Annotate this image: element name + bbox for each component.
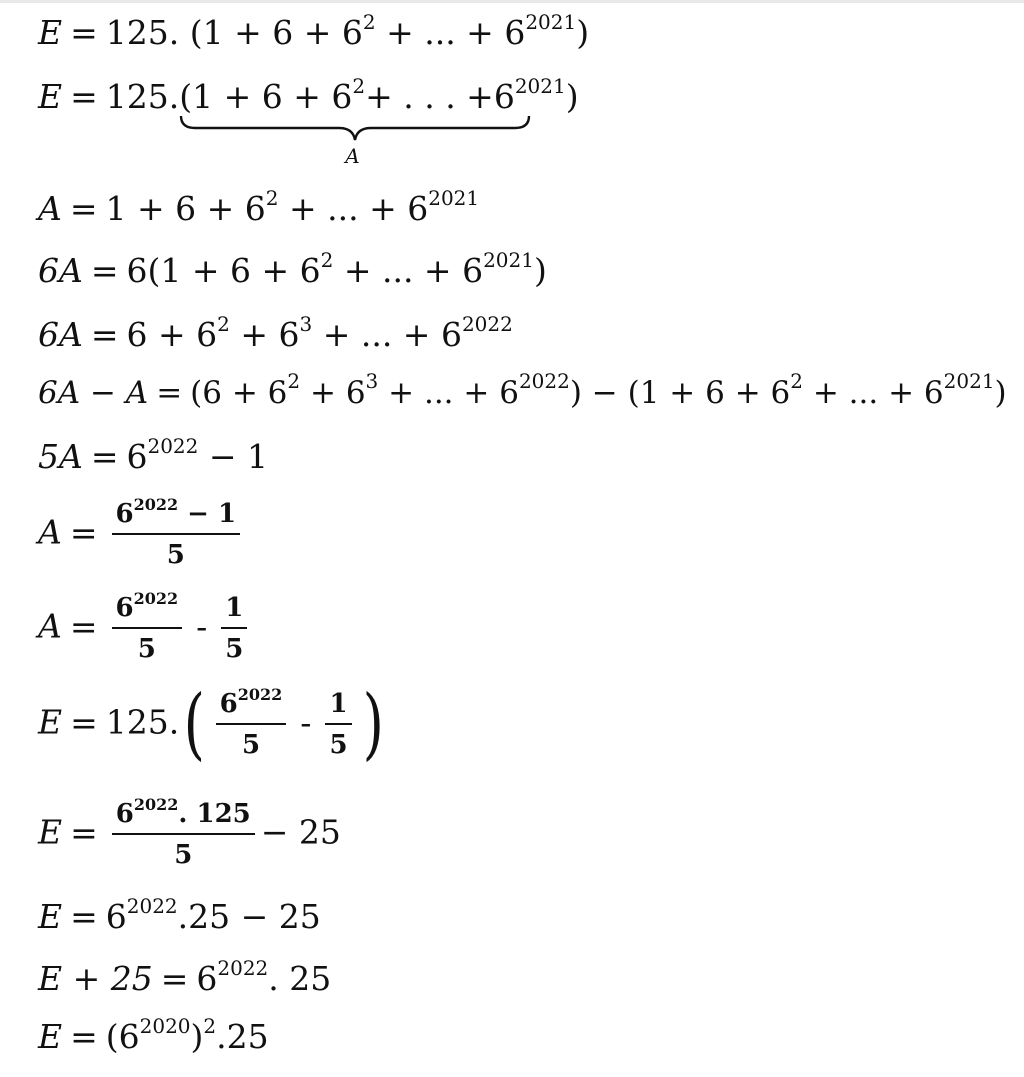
equals-sign: = [90, 437, 119, 476]
equals-sign: = [69, 512, 98, 552]
numerator-base: 6 [219, 689, 238, 719]
equals-sign: = [156, 375, 183, 411]
equals-sign: = [90, 315, 119, 354]
term: + . . . +6 [365, 77, 515, 116]
exponent: 3 [365, 369, 379, 393]
exponent: 2022 [237, 685, 283, 704]
lhs: 6A − A [38, 375, 149, 411]
lhs: A [38, 606, 62, 646]
exponent: 2 [362, 10, 376, 34]
fraction [112, 495, 241, 570]
exponent: 2 [217, 312, 230, 336]
equation-line-10 [38, 679, 388, 770]
numerator-base: 6 [115, 799, 134, 829]
term: 6(1 + 6 + 6 [126, 251, 321, 290]
equation-line-8 [38, 495, 246, 570]
term: + ... + 6 [375, 13, 526, 52]
term: ) [994, 375, 1007, 411]
term: + ... + 6 [333, 251, 484, 290]
equals-sign: = [70, 702, 98, 742]
equation-line-11 [38, 795, 341, 870]
numerator: 1 [221, 594, 247, 629]
exponent: 2022 [217, 956, 269, 980]
equals-sign: = [70, 897, 98, 936]
numerator-rest: − 1 [178, 499, 237, 529]
lhs-text: 6A [38, 251, 83, 290]
denominator: 5 [225, 633, 244, 664]
equals-sign: = [70, 1017, 98, 1056]
equation-line-12 [38, 894, 321, 936]
equation-line-13 [38, 956, 332, 998]
left-paren: ( [183, 679, 206, 770]
underbrace-icon [179, 114, 531, 144]
term: + 6 [300, 375, 366, 411]
exponent: 2 [203, 1014, 217, 1038]
equals-sign: = [70, 13, 98, 52]
term: ) [533, 251, 547, 290]
term: ) − (1 + 6 + 6 [569, 375, 791, 411]
fraction [221, 594, 247, 663]
equation-line-6 [38, 369, 1007, 411]
term: (6 + 6 [190, 375, 288, 411]
fraction [112, 589, 183, 664]
exponent: 2022 [133, 795, 179, 814]
underbrace-label: A [345, 144, 360, 168]
exponent: 2022 [133, 495, 179, 514]
denominator: 5 [174, 839, 193, 870]
lhs: 6A [38, 315, 83, 354]
term: 125. [105, 77, 180, 116]
top-divider [0, 0, 1024, 3]
term: − 25 [260, 812, 341, 852]
minus-sign: - [196, 606, 208, 646]
equals-sign: = [69, 189, 98, 228]
term: + ... + 6 [278, 189, 429, 228]
lhs: A [38, 512, 62, 552]
exponent: 2021 [428, 186, 480, 210]
term: .25 [216, 1017, 269, 1056]
numerator [112, 495, 241, 535]
lhs: E [38, 702, 63, 742]
exponent: 2021 [514, 74, 566, 98]
term: (6 [105, 1017, 140, 1056]
term: 1 + 6 + 6 [105, 189, 266, 228]
term: + ... + 6 [378, 375, 519, 411]
equation-line-3 [38, 186, 480, 228]
numerator [112, 589, 183, 629]
lhs [38, 251, 83, 290]
term: − 1 [198, 437, 269, 476]
exponent: 2022 [126, 894, 178, 918]
equation-line-9 [38, 589, 253, 664]
numerator [112, 795, 255, 835]
term: 125. [105, 702, 180, 742]
exponent: 2 [265, 186, 279, 210]
equals-sign: = [90, 251, 119, 290]
term: 6 [126, 437, 148, 476]
equation-line-14 [38, 1014, 269, 1056]
exponent: 2022 [518, 369, 570, 393]
term: ) [576, 13, 590, 52]
minus-sign: - [300, 702, 312, 742]
lhs: A [38, 189, 62, 228]
exponent: 2022 [461, 312, 513, 336]
denominator: 5 [241, 729, 261, 760]
term: .25 − 25 [177, 897, 321, 936]
equals-sign: = [70, 812, 98, 852]
exponent: 3 [299, 312, 313, 336]
exponent: 2 [352, 74, 366, 98]
exponent: 2021 [525, 10, 577, 34]
underbrace-group [179, 74, 579, 168]
term: . 25 [268, 959, 332, 998]
lhs: 5A [38, 437, 83, 476]
term: 125. [105, 13, 180, 52]
fraction [112, 795, 255, 870]
exponent: 2021 [483, 248, 534, 272]
exponent: 2022 [147, 434, 199, 458]
lhs: E [38, 13, 63, 52]
fraction [325, 690, 351, 759]
equals-sign: = [70, 77, 98, 116]
term: 6 [105, 897, 127, 936]
fraction [216, 685, 287, 760]
lhs: E [38, 1017, 63, 1056]
term: 6 [196, 959, 218, 998]
equation-line-1 [38, 10, 590, 52]
exponent: 2021 [943, 369, 995, 393]
exponent: 2020 [139, 1014, 191, 1038]
right-paren: ) [362, 679, 384, 770]
lhs: E + 25 [38, 959, 153, 998]
equation-line-7 [38, 434, 269, 476]
lhs: E [38, 812, 63, 852]
term: + ... + 6 [312, 315, 462, 354]
exponent: 2 [790, 369, 803, 393]
equation-line-5 [38, 312, 513, 354]
exponent: 2 [287, 369, 301, 393]
numerator: 1 [325, 690, 351, 725]
denominator: 5 [137, 633, 156, 664]
denominator: 5 [166, 539, 185, 570]
equals-sign: = [160, 959, 189, 998]
equation-line-2 [38, 74, 579, 168]
term: + ... + 6 [802, 375, 944, 411]
exponent: 2 [320, 248, 334, 272]
exponent: 2022 [133, 589, 179, 608]
denominator: 5 [329, 729, 348, 760]
term: ) [565, 77, 579, 116]
term: + 6 [229, 315, 300, 354]
equals-sign: = [69, 606, 98, 646]
term: ) [190, 1017, 204, 1056]
numerator-base: 6 [115, 593, 134, 623]
term: (1 + 6 + 6 [179, 77, 353, 116]
numerator-rest: . 125 [178, 799, 251, 829]
term: 6 + 6 [126, 315, 218, 354]
equation-line-4 [38, 248, 547, 290]
term: (1 + 6 + 6 [189, 13, 363, 52]
numerator-base: 6 [115, 499, 134, 529]
lhs: E [38, 897, 63, 936]
lhs: E [38, 77, 63, 116]
numerator [216, 685, 287, 725]
